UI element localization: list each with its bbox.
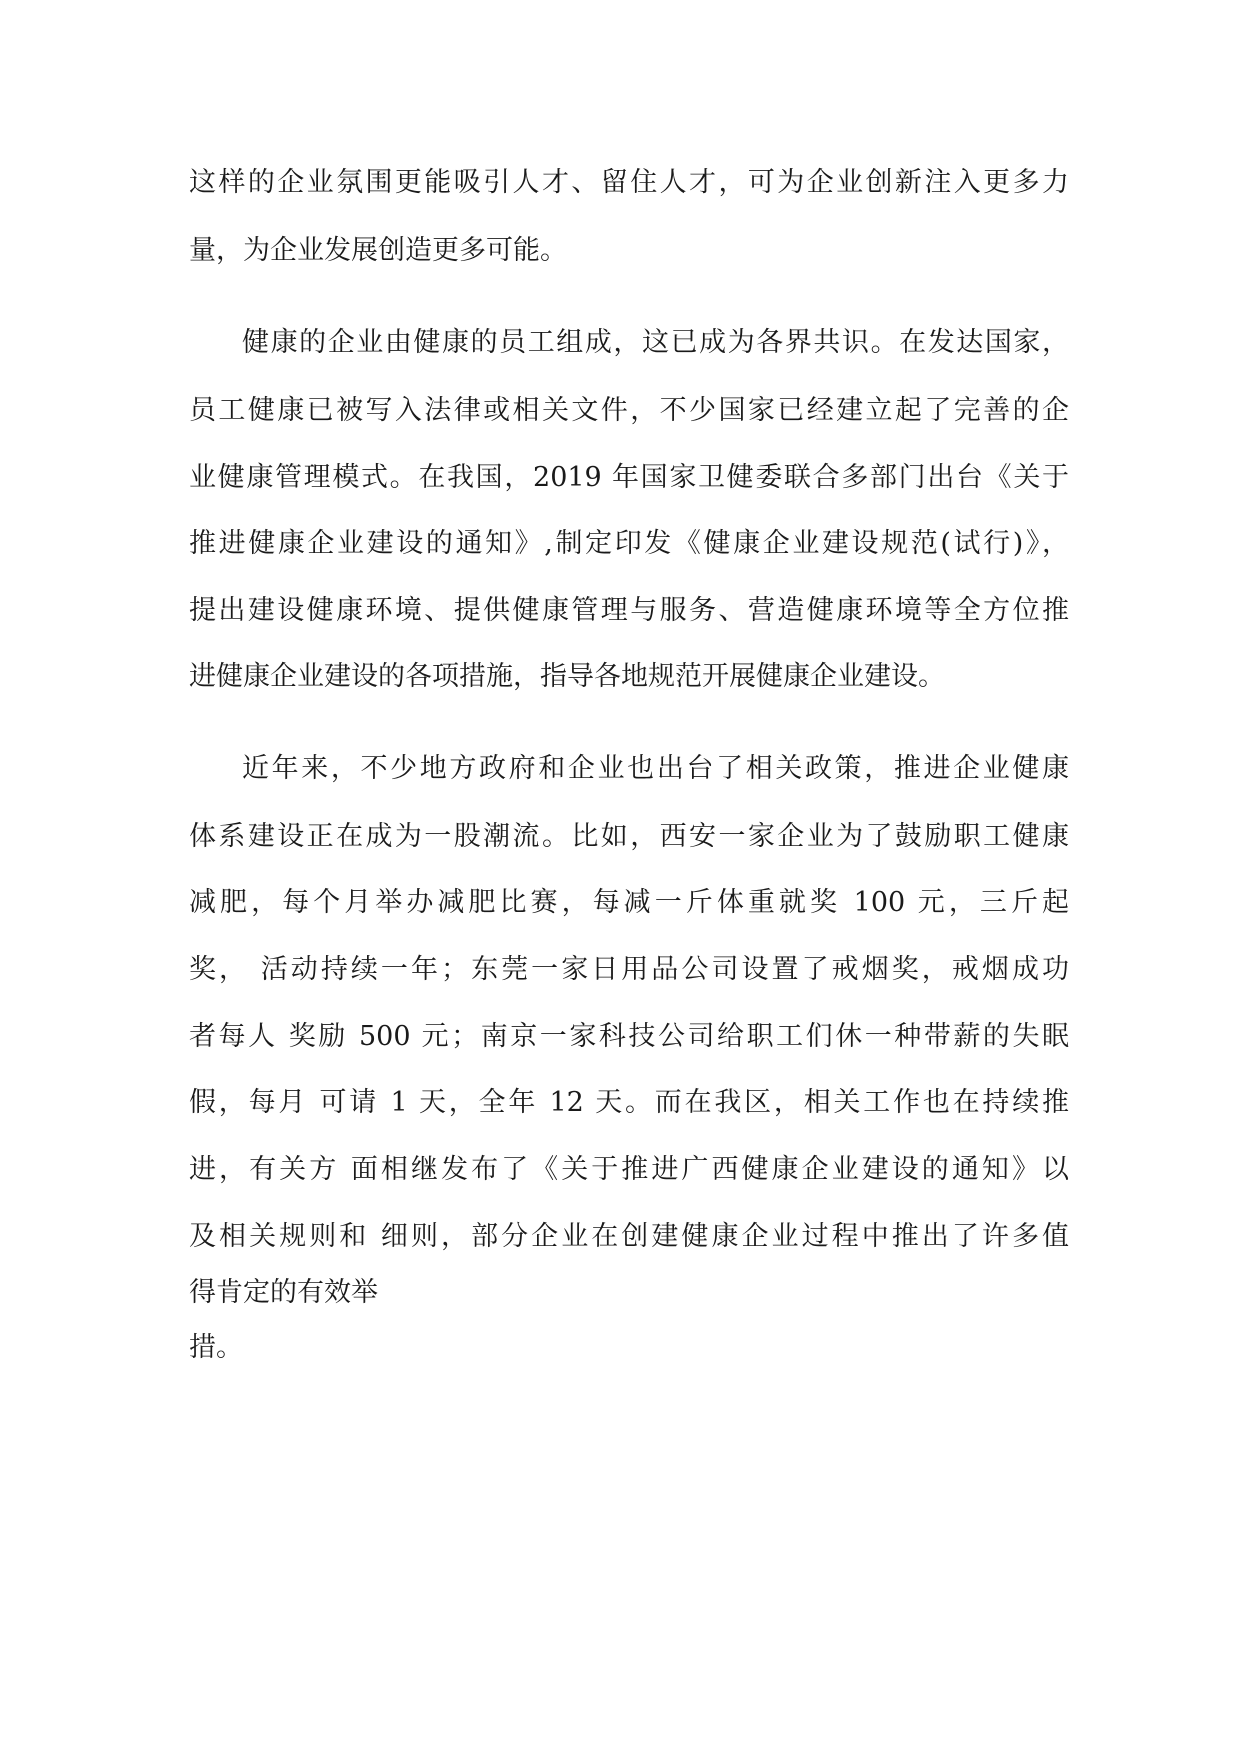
paragraph-3-line-6: 假，每月 可请 1 天，全年 12 天。而在我区，相关工作也在持续推	[189, 1087, 1069, 1118]
paragraph-3-line-2: 体系建设正在成为一股潮流。比如，西安一家企业为了鼓励职工健康	[189, 821, 1069, 852]
paragraph-2-line-4: 推进健康企业建设的通知》,制定印发《健康企业建设规范(试行)》，	[189, 528, 1069, 559]
paragraph-2-line-5: 提出建设健康环境、提供健康管理与服务、营造健康环境等全方位推	[189, 595, 1069, 626]
paragraph-1-line-1: 这样的企业氛围更能吸引人才、留住人才，可为企业创新注入更多力	[189, 167, 1069, 198]
paragraph-1-line-2: 量，为企业发展创造更多可能。	[189, 235, 567, 266]
paragraph-3-line-3: 减肥，每个月举办减肥比赛，每减一斤体重就奖 100 元，三斤起	[189, 887, 1069, 918]
paragraph-2-line-6: 进健康企业建设的各项措施，指导各地规范开展健康企业建设。	[189, 661, 945, 692]
paragraph-2-line-3: 业健康管理模式。在我国，2019 年国家卫健委联合多部门出台《关于	[189, 462, 1069, 493]
paragraph-3-line-7: 进，有关方 面相继发布了《关于推进广西健康企业建设的通知》以	[189, 1154, 1069, 1185]
paragraph-2-line-2: 员工健康已被写入法律或相关文件，不少国家已经建立起了完善的企	[189, 395, 1069, 426]
paragraph-3-line-8: 及相关规则和 细则，部分企业在创建健康企业过程中推出了许多值	[189, 1221, 1069, 1252]
paragraph-3-line-9: 得肯定的有效举	[189, 1277, 378, 1308]
paragraph-3-line-1: 近年来，不少地方政府和企业也出台了相关政策，推进企业健康	[242, 753, 1069, 784]
paragraph-3-line-10: 措。	[189, 1332, 243, 1363]
paragraph-3-line-5: 者每人 奖励 500 元；南京一家科技公司给职工们休一种带薪的失眠	[189, 1021, 1069, 1052]
paragraph-3-line-4: 奖， 活动持续一年；东莞一家日用品公司设置了戒烟奖，戒烟成功	[189, 954, 1069, 985]
paragraph-2-line-1: 健康的企业由健康的员工组成，这已成为各界共识。在发达国家，	[242, 327, 1069, 358]
